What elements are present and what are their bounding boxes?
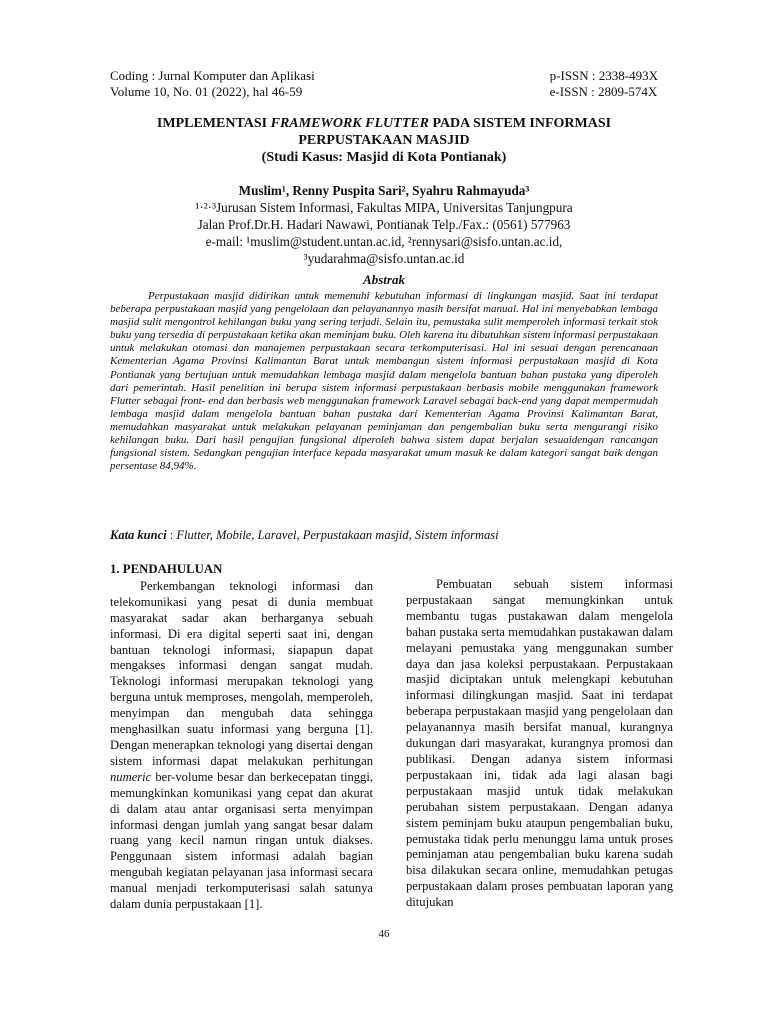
author-affiliation: ¹·²·³Jurusan Sistem Informasi, Fakultas MIPA, Universitas Tanjungpura — [195, 200, 573, 215]
abstract-heading: Abstrak — [363, 272, 405, 287]
intro-paragraph: Perkembangan teknologi informasi dan telekomunikasi yang pesat di dunia membuat masyarakat sadar akan berharganya sebuah informasi. Di era digital seperti saat ini, dengan bantuan teknologi informasi, siapapun dapat mengakses informasi dengan sangat mudah. Teknologi informasi merupakan teknologi yang berguna untuk memproses, mengolah, memperoleh, menyimpan dan mengubah data sehingga menghasilkan suatu informasi yang berguna [1]. Dengan menerapkan teknologi yang disertai dengan sistem informasi dapat melakukan perhitungan numeric ber-volume besar dan berkecepatan tinggi, memungkinkan komunikasi yang cepat dan akurat di dalam atau antar organisasi serta menyimpan informasi dengan jumlah yang sangat besar dalam ruang yang kecil namun ringan untuk diakses. Penggunaan sistem informasi adalah bagian mengubah kegiatan pelayanan jasa informasi secara manual menjadi terkomputerisasi salah satunya dalam dunia perpustakaan [1]. — [110, 578, 373, 912]
keywords-text: Flutter, Mobile, Laravel, Perpustakaan masjid, Sistem informasi — [176, 528, 499, 542]
title-subtitle: (Studi Kasus: Masjid di Kota Pontianak) — [261, 150, 507, 165]
author-names: Muslim¹, Renny Puspita Sari², Syahru Rahmayuda³ — [238, 183, 530, 198]
author-emails-1: e-mail: ¹muslim@student.untan.ac.id, ²rennysari@sisfo.untan.ac.id, — [205, 234, 563, 249]
paper-title — [90, 115, 678, 166]
body-paragraph: Pembuatan sebuah sistem informasi perpustakaan sangat memungkinkan untuk membantu tugas pustakawan dalam mengelola bahan pustaka serta memudahkan pustakawan dalam melayani pemustaka yang menggunakan sumber daya dan jasa koleksi perpustakaan. Perpustakaan masjid diciptakan untuk melengkapi kebutuhan informasi dilingkungan masjid. Saat ini terdapat beberapa perpustakaan masjid yang pengelolaan dan pelayanannya masih bersifat manual, kurangnya dukungan dari masyarakat, kurangnya promosi dan publikasi. Dengan adanya sistem informasi perpustakaan ini, tidak ada lagi alasan bagi perpustakaan masjid untuk tidak melakukan perubahan sistem perpustakaan. Dengan adanya sistem peminjam buku ataupun pengembalian buku, pemustaka tidak perlu menunggu lama untuk proses peminjaman atau pengembalian buku karena sudah bisa dilakukan secara online, memudahkan petugas perpustakaan dalam proses pembuatan laporan yang ditujukan — [406, 577, 673, 910]
page-number: 46 — [378, 928, 390, 940]
e-issn: e-ISSN : 2809-574X — [549, 84, 658, 99]
journal-volume: Volume 10, No. 01 (2022), hal 46-59 — [110, 84, 303, 99]
p-issn: p-ISSN : 2338-493X — [549, 68, 658, 83]
title-italic: FRAMEWORK FLUTTER — [270, 116, 429, 131]
author-emails-2: ³yudarahma@sisfo.untan.ac.id — [303, 251, 465, 266]
journal-header-left — [110, 68, 315, 100]
keywords-label: Kata kunci — [110, 528, 167, 542]
author-address: Jalan Prof.Dr.H. Hadari Nawawi, Pontianak Telp./Fax.: (0561) 577963 — [197, 217, 571, 232]
journal-name: Coding : Jurnal Komputer dan Aplikasi — [110, 68, 315, 83]
journal-header-right — [550, 68, 658, 100]
column-left — [110, 562, 373, 913]
abstract-text: Perpustakaan masjid didirikan untuk memenuhi kebutuhan informasi di lingkungan masjid. Saat ini terdapat beberapa perpustakaan masjid yang pengelolaan dan pelayanannya masih bersifat manual. Hal ini menyebabkan lembaga masjid sulit mengontrol kehilangan buku yang sering terjadi. Selain itu, pemustaka sulit memperoleh informasi terkait stok buku yang tersedia di perpustakaan ketika akan meminjam buku. Oleh karena itu dibutuhkan sistem informasi perpustakaan untuk melakukan otomasi dan manajemen perpustakaan secara terkomputerisasi. Hal ini sesuai dengan perencanaan Kementerian Agama Provinsi Kalimantan Barat untuk membangun sistem informasi perpustakaan masjid di Kota Pontianak yang bertujuan untuk memudahkan lembaga masjid dalam mengelola bantuan bahan pustaka yang diperoleh dari pemerintah. Hasil penelitian ini berupa sistem informasi perpustakaan berbasis mobile menggunakan framework Flutter sebagai front- end dan berbasis web menggunakan framework Laravel sebagai back-end yang dapat mempermudah lembaga masjid dalam mengelola bantuan bahan pustaka dari Kementerian Agama Provinsi Kalimantan Barat, memudahkan masyarakat untuk melakukan pelayanan peminjaman dan pengembalian buku serta mengurangi risiko kehilangan buku. Dari hasil pengujian fungsional diperoleh bahwa sistem dapat berjalan sesuaidengan rancangan fungsional sistem. Sedangkan pengujian interface kepada masyarakat umum masuk ke dalam kategori sangat baik dengan persentase 84,94%. — [110, 290, 658, 473]
section-heading: 1. PENDAHULUAN — [110, 562, 223, 576]
title-line-1: IMPLEMENTASI FRAMEWORK FLUTTER PADA SISTEM INFORMASI — [156, 116, 612, 131]
keywords: Kata kunci : Flutter, Mobile, Laravel, Perpustakaan masjid, Sistem informasi — [110, 528, 499, 542]
author-block — [90, 182, 678, 267]
column-right — [406, 577, 673, 911]
title-line-2: PERPUSTAKAAN MASJID — [298, 133, 470, 148]
